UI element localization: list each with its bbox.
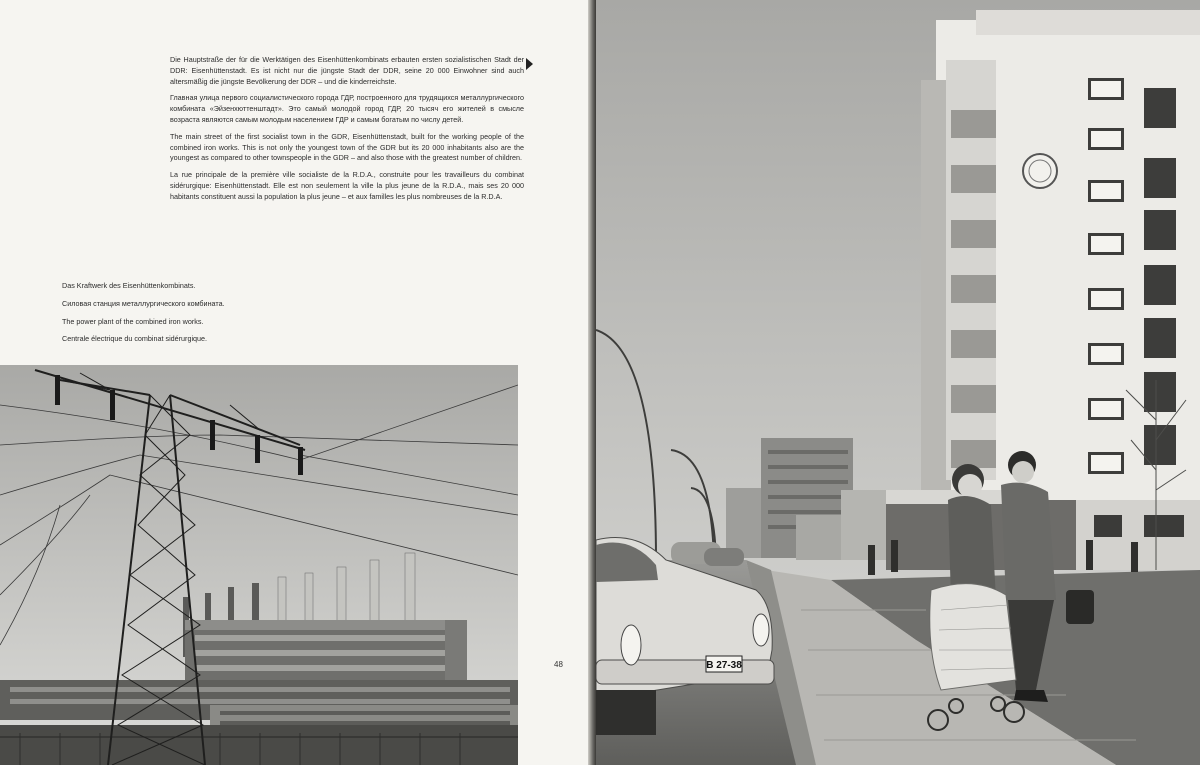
page-number: 48: [554, 660, 563, 669]
caption-russian: Силовая станция металлургического комбината.: [62, 298, 225, 308]
caption-russian: Главная улица первого социалистического города ГДР, построенного для трудящихся металлургического комбината «Эйзенхюттенштадт». Это самый молодой город ГДР, 20 тысяч его жителей в смысле возраста являются самым молодым населением ГДР и самым богатым по числу детей.: [170, 93, 524, 124]
caption-german: Das Kraftwerk des Eisenhüttenkombinats.: [62, 281, 196, 290]
caption-french: Centrale électrique du combinat sidérurgique.: [62, 334, 208, 344]
main-street-photo: [596, 0, 1200, 765]
main-street-illustration: [596, 0, 1200, 765]
book-gutter: [588, 0, 596, 765]
left-page: [0, 0, 588, 765]
caption-english: The main street of the first socialist town in the GDR, Eisenhüttenstadt, built for the working people of the combined iron works. This is not only the youngest town of the GDR but its 20 000 inhabitants also are the youngest as compared to other townspeople in the GDR – and also those with the greatest number of children.: [170, 131, 524, 163]
power-plant-illustration: [0, 365, 518, 765]
caption-german: Die Hauptstraße der für die Werktätigen des Eisenhüttenkombinats erbauten ersten sozialistischen Stadt der DDR: Eisenhüttenstadt. Es ist nicht nur die jüngste Stadt der DDR, seine 20 000 Einwohner sind auch altersmäßig die jüngste Bevölkerung der DDR – und die kinderreichste.: [170, 55, 524, 86]
right-page: [596, 0, 1200, 765]
license-plate: B 27-38: [706, 660, 742, 671]
power-plant-caption: [62, 281, 392, 352]
arrow-right-icon: [526, 58, 533, 70]
main-street-caption: [170, 55, 524, 209]
caption-english: The power plant of the combined iron works.: [62, 316, 204, 326]
power-plant-photo: [0, 365, 518, 765]
caption-french: La rue principale de la première ville socialiste de la R.D.A., construite pour les travailleurs du combinat sidérurgique: Eisenhüttenstadt. Elle est non seulement la ville la plus jeune de la R.D.A., mais ses 20 000 habitants constituent aussi la population la plus jeune – et aux familles les plus nombreuses de la R.D.A.: [170, 170, 524, 201]
